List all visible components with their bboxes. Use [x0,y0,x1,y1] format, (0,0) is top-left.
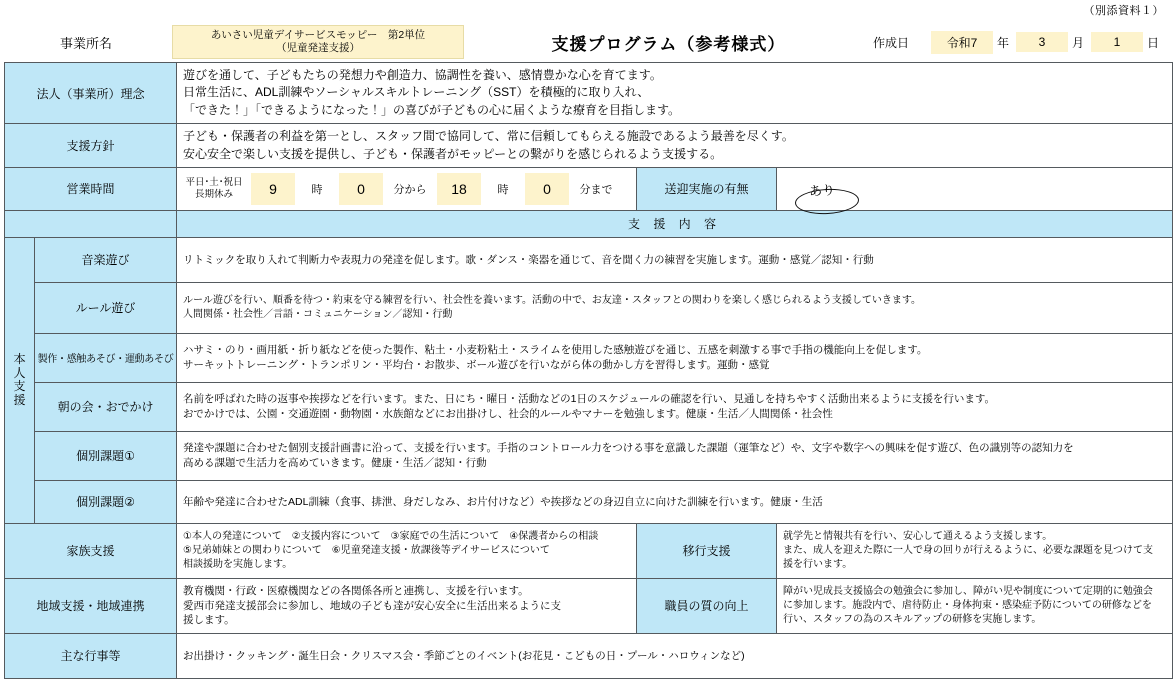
policy-label: 支援方針 [5,124,177,168]
events-line-1: お出掛け・クッキング・誕生日会・クリスマス会・季節ごとのイベント(お花見・こどもの日・プール・ハロウィンなど) [183,649,745,662]
vertical-char-2: 支 [13,379,26,394]
support-label-1: ルール遊び [35,282,177,333]
staff-line-1: 障がい児成長支援協会の勉強会に参加し、障がい児や制度について定期的に勉強会 [783,585,1153,597]
table-row-community-staff [5,578,1173,633]
transport-circle-cell [777,178,1172,199]
hours-inner [177,173,636,205]
table-row-support-1 [5,282,1173,333]
hours-label: 営業時間 [5,167,177,210]
philosophy-label: 法人（事業所）理念 [5,63,177,124]
end-hour-value[interactable]: 18 [437,173,481,205]
transition-support-content [777,523,1173,578]
month-unit: 月 [1071,35,1084,50]
support-1-line-1: ルール遊びを行い、順番を待つ・約束を守る練習を行い、社会性を養います。活動の中で、お友達・スタッフとの関わりを楽しく感じられるよう支援していきます。 [183,294,922,306]
vertical-char-1: 人 [13,365,26,380]
family-line-3: 相談援助を実施します。 [183,558,293,570]
document-header [0,22,1176,62]
community-support-content [177,578,637,633]
vertical-char-0: 本 [13,351,26,366]
support-label-5: 個別課題② [35,480,177,523]
start-hour-unit: 時 [311,183,323,196]
staff-quality-label: 職員の質の向上 [637,578,777,633]
office-name-main: あいさい児童デイサービスモッピー 第2単位 [210,28,426,41]
table-row-section-band [5,210,1173,237]
policy-content [177,124,1173,168]
staff-quality-content [777,578,1173,633]
family-support-label: 家族支援 [5,523,177,578]
events-content [177,633,1173,678]
policy-line-2: 安心安全で楽しい支援を提供し、子ども・保護者がモッピーとの繋がりを感じられるよう支援する。 [183,146,723,161]
hours-days-line1: 平日･土･祝日 [185,177,243,189]
table-row-support-2 [5,333,1173,382]
created-date-group [873,31,1166,54]
table-row-support-5 [5,480,1173,523]
support-label-0: 音楽遊び [35,237,177,282]
transport-circled-answer [803,180,841,199]
hours-days [177,177,251,201]
transition-line-1: 就学先と情報共有を行い、安心して通えるよう支援します。 [783,530,1053,542]
section-band-spacer [5,210,177,237]
staff-line-3: 行い、スタッフの為のスキルアップの研修を実施します。 [783,613,1042,625]
transition-support-label: 移行支援 [637,523,777,578]
family-line-2: ⑤兄弟姉妹との関わりについて ⑥児童発達支援・放課後等デイサービスについて [183,544,550,556]
support-0-line-1: リトミックを取り入れて判断力や表現力の発達を促します。歌・ダンス・楽器を通じて、音を聞く力の練習を実施します。運動・感覚／認知・行動 [183,253,874,266]
support-3-line-1: 名前を呼ばれた時の返事や挨拶などを行います。また、日にち・曜日・活動などの1日のスケジュールの確認を行い、見通しを持ちやすく活動出来るように支援を行います。 [183,393,996,406]
philosophy-line-2: 日常生活に、ADL訓練やソーシャルスキルトレーニング（SST）を積極的に取り入れ、 [183,85,650,100]
philosophy-line-1: 遊びを通して、子どもたちの発想力や創造力、協調性を養い、感情豊かな心を育てます。 [183,68,662,82]
transport-value: あり [808,183,836,201]
support-4-line-1: 発達や課題に合わせた個別支援計画書に沿って、支援を行います。手指のコントロール力をつける事を意識した課題（運筆など）や、文字や数字への興味を促す遊び、色の識別等の認知力を [183,442,1074,455]
family-line-1: ①本人の発達について ②支援内容について ③家庭での生活について ④保護者からの相談 [183,530,599,542]
transport-label: 送迎実施の有無 [637,167,777,210]
start-min-value[interactable]: 0 [339,173,383,205]
table-row-policy [5,124,1173,168]
support-label-4: 個別課題① [35,431,177,480]
support-content-4 [177,431,1173,480]
table-row-hours [5,167,1173,210]
policy-line-1: 子ども・保護者の利益を第一とし、スタッフ間で協同して、常に信頼してもらえる施設であるよう最善を尽くす。 [183,129,794,144]
office-name-sub: （児童発達支援） [276,42,360,54]
support-5-line-1: 年齢や発達に合わせたADL訓練（食事、排泄、身だしなみ、お片付けなど）や挨拶などの身辺自立に向けた訓練を行います。健康・生活 [183,495,823,508]
table-row-family-transition [5,523,1173,578]
day-unit: 日 [1146,35,1159,50]
community-line-2: 愛西市発達支援部会に参加し、地域の子ども達が安心安全に生活出来るように支 [183,599,562,612]
transition-line-3: 援を行います。 [783,558,853,570]
hours-fields [177,167,637,210]
table-row-support-0 [5,237,1173,282]
created-date-label: 作成日 [872,35,909,50]
staff-line-2: に参加します。施設内で、虐待防止・身体拘束・感染症予防についての研修などを [783,599,1152,611]
community-line-3: 援します。 [183,614,235,627]
support-content-1 [177,282,1173,333]
community-support-label: 地域支援・地域連携 [5,578,177,633]
office-name-value [172,25,464,59]
support-2-line-2: サーキットトレーニング・トランポリン・平均台・お散歩、ボール遊びを行いながら体の動かし方を習得します。運動・感覚 [183,358,770,371]
support-content-0 [177,237,1173,282]
created-year-value: 令和7 [931,31,993,54]
support-2-line-1: ハサミ・のり・画用紙・折り紙などを使った製作、粘土・小麦粉粘土・スライムを使用した感触遊びを通じ、五感を刺激する事で手指の機能向上を促します。 [183,344,928,357]
support-program-table [4,62,1173,679]
table-row-philosophy [5,63,1173,124]
hours-days-line2: 長期休み [195,188,234,200]
end-hour-unit: 時 [497,183,509,196]
table-row-events [5,633,1173,678]
table-row-support-4 [5,431,1173,480]
end-min-value[interactable]: 0 [525,173,569,205]
support-content-3 [177,382,1173,431]
support-content-2 [177,333,1173,382]
section-band-title: 支 援 内 容 [177,210,1173,237]
community-line-1: 教育機関・行政・医療機関などの各関係各所と連携し、支援を行います。 [183,584,529,597]
page-title: 支援プログラム（参考様式） [551,34,786,54]
support-label-2: 製作・感触あそび・運動あそび [35,333,177,382]
family-support-content [177,523,637,578]
support-label-3: 朝の会・おでかけ [35,382,177,431]
created-day-value: 1 [1091,32,1143,52]
transport-value-cell[interactable] [777,167,1173,210]
end-min-unit: 分まで [579,183,613,196]
events-label: 主な行事等 [5,633,177,678]
transition-line-2: また、成人を迎えた際に一人で身の回りが行えるように、必要な課題を見つけて支 [783,544,1154,556]
personal-support-vertical-label [5,237,35,523]
table-row-support-3 [5,382,1173,431]
philosophy-content [177,63,1173,124]
start-hour-value[interactable]: 9 [251,173,295,205]
created-month-value: 3 [1016,32,1068,52]
support-3-line-2: おでかけでは、公園・交通遊園・動物園・水族館などにお出掛けし、社会的ルールやマナーを勉強します。健康・生活／人間関係・社会性 [183,407,833,420]
support-4-line-2: 高める課題で生活力を高めていきます。健康・生活／認知・行動 [183,456,487,469]
philosophy-line-3: 「できた！」「できるようになった！」の喜びが子どもの心に届くような療育を目指します。 [183,102,681,117]
office-name-label: 事業所名 [59,35,112,51]
start-min-unit: 分から [393,183,427,196]
support-1-line-2: 人間関係・社会性／言語・コミュニケーション／認知・行動 [183,308,453,320]
attachment-note: （別添資料１） [1083,5,1164,17]
vertical-char-3: 援 [13,393,26,408]
support-content-5 [177,480,1173,523]
year-unit: 年 [996,35,1009,50]
